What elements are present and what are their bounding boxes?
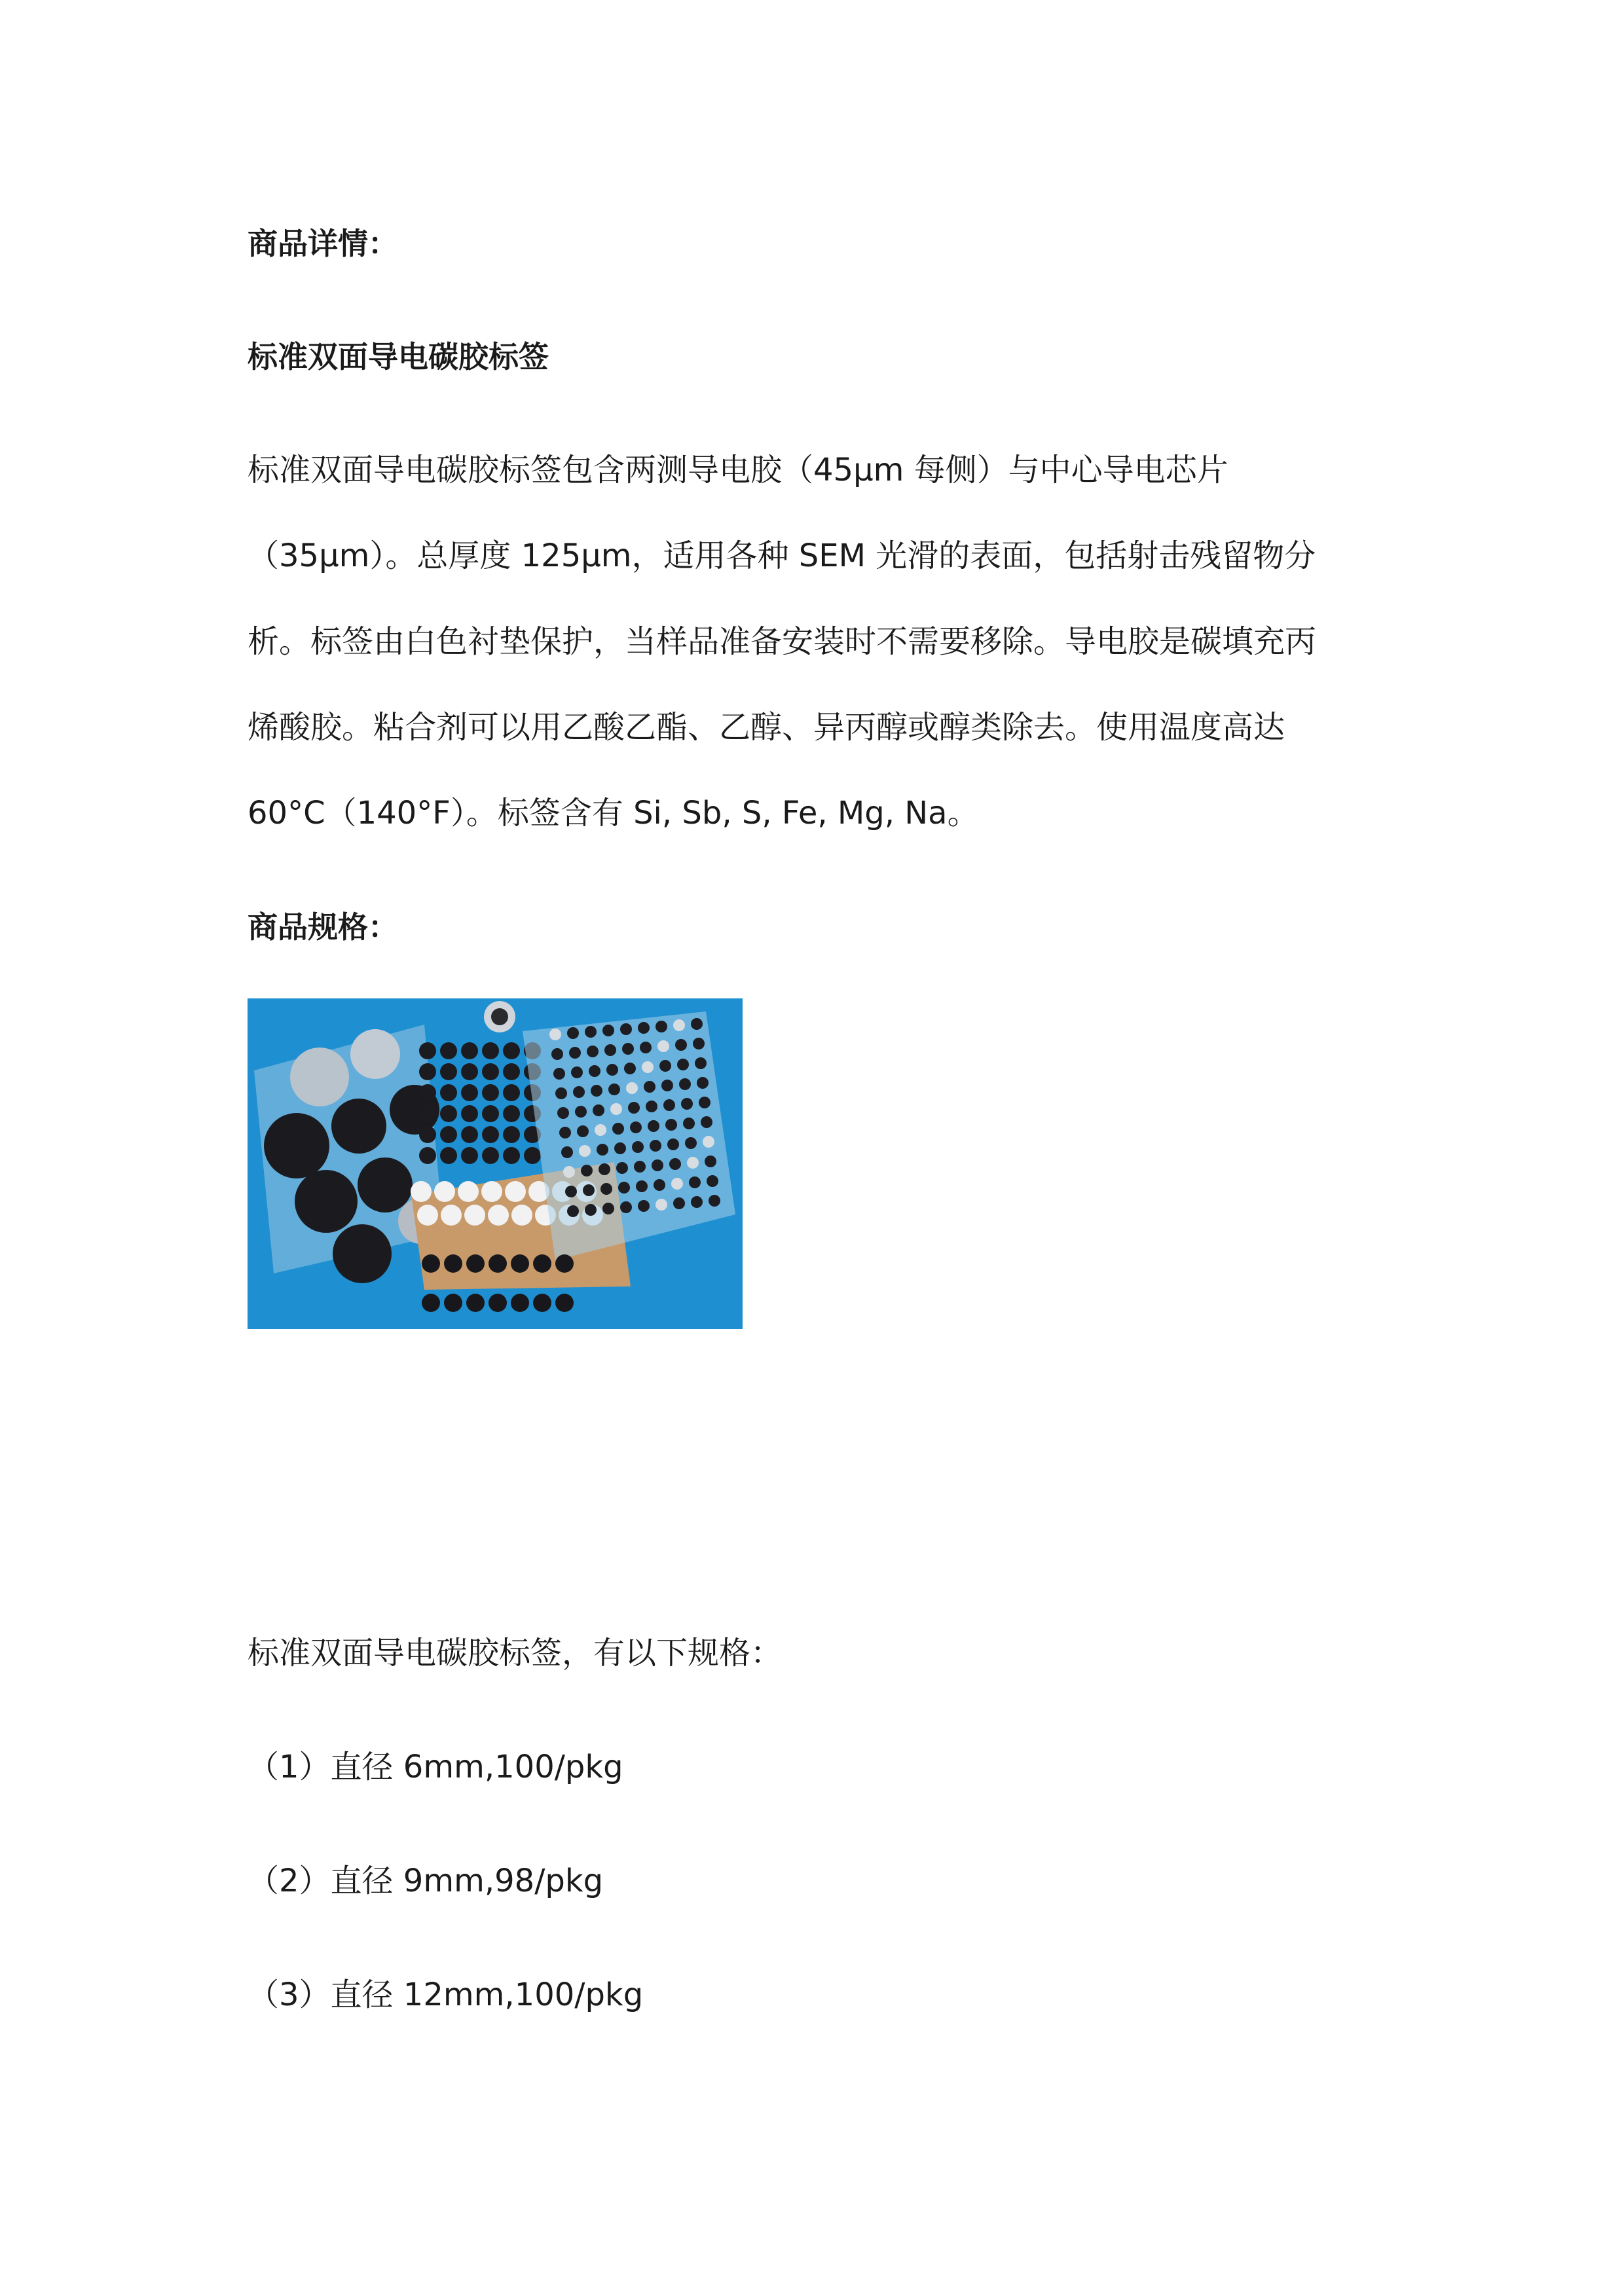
section-heading-details: 商品详情： (248, 226, 398, 261)
product-description (248, 428, 1400, 856)
description-line: 烯酸胶。粘合剂可以用乙酸乙酯、乙醇、异丙醇或醇类除去。使用温度高达 (248, 709, 1285, 746)
description-line: 标准双面导电碳胶标签包含两测导电胶（45μm 每侧）与中心导电芯片 (248, 452, 1228, 488)
product-title: 标准双面导电碳胶标签 (248, 339, 549, 374)
section-heading-specs: 商品规格： (248, 909, 398, 945)
description-line: 析。标签由白色衬垫保护，当样品准备安装时不需要移除。导电胶是碳填充丙 (248, 623, 1317, 660)
spec-item: （2）直径 9mm,98/pkg (248, 1863, 604, 1899)
description-line: 60°C（140°F）。标签含有 Si, Sb, S, Fe, Mg, Na。 (248, 795, 979, 831)
product-photo (248, 998, 743, 1329)
description-line: （35μm）。总厚度 125μm，适用各种 SEM 光滑的表面，包括射击残留物分 (248, 538, 1316, 574)
spec-item: （3）直径 12mm,100/pkg (248, 1977, 644, 2013)
spec-item: （1）直径 6mm,100/pkg (248, 1749, 623, 1785)
product-photo-carbon-tabs-icon (248, 998, 743, 1329)
spec-intro: 标准双面导电碳胶标签，有以下规格： (248, 1635, 783, 1671)
